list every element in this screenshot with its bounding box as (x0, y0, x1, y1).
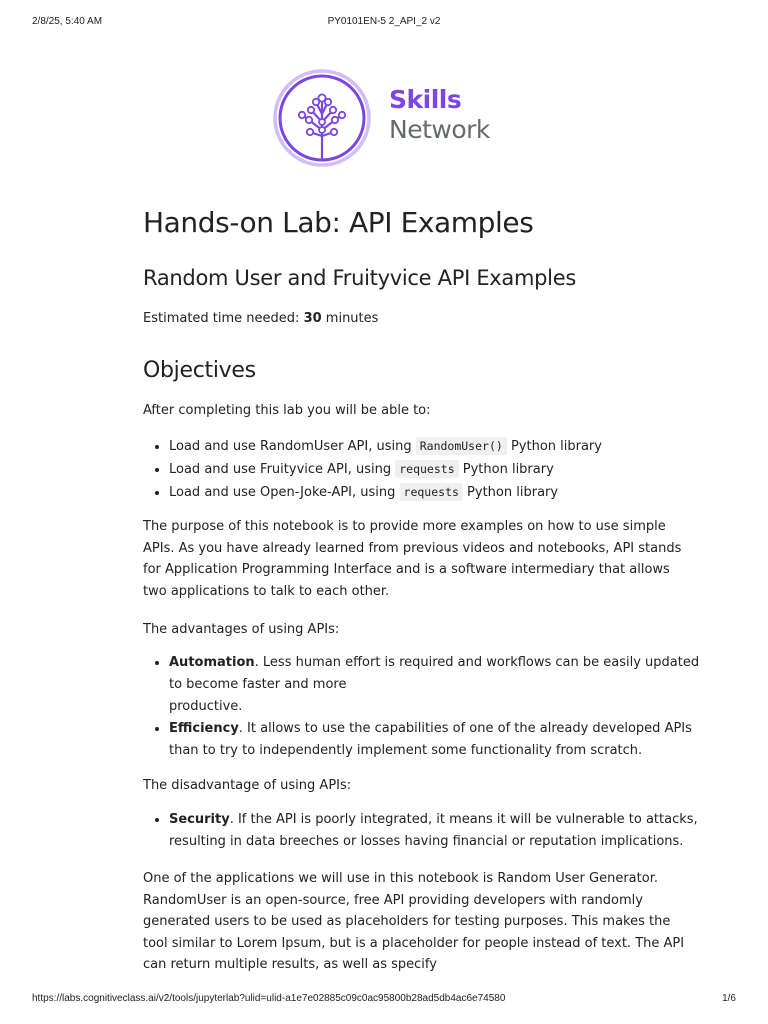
list-item (169, 435, 714, 458)
objective-text: Load and use Fruityvice API, using (169, 462, 396, 477)
print-url: https://labs.cognitiveclass.ai/v2/tools/jupyterlab?ulid=ulid-a1e7e02885c09c0ac95800b28ad5db4ac6e74580 (32, 993, 506, 1004)
list-item (169, 718, 714, 762)
advantages-intro: The advantages of using APIs: (143, 622, 340, 637)
disadvantages-list (143, 809, 714, 853)
logo-text-network: Network (389, 115, 490, 144)
estimated-time-suffix: minutes (321, 311, 379, 326)
list-item (169, 481, 714, 504)
code-requests: requests (400, 483, 463, 501)
print-header (32, 16, 736, 30)
print-footer (32, 993, 736, 1007)
list-item (169, 458, 714, 481)
code-requests: requests (395, 460, 458, 478)
list-item (169, 652, 714, 718)
logo-text-skills: Skills (389, 85, 462, 114)
estimated-time-value: 30 (303, 311, 322, 326)
objective-text: Python library (458, 462, 554, 477)
objective-text: Python library (506, 439, 602, 454)
disadvantage-intro: The disadvantage of using APIs: (143, 778, 352, 793)
estimated-time-prefix: Estimated time needed: (143, 311, 304, 326)
purpose-paragraph: The purpose of this notebook is to provide more examples on how to use simple APIs. As you have already learned from previous videos and notebooks, API stands for Application Programming Interface and is a software intermediary that allows two applications to talk to each other. (143, 519, 682, 599)
objective-text: Python library (462, 485, 559, 500)
advantage-term: Efficiency (169, 721, 239, 736)
advantage-text: . It allows to use the capabilities of one of the already developed APIs than to try to independently implement some functionality from scratch. (169, 721, 692, 758)
logo-wordmark (389, 85, 490, 145)
objectives-intro: After completing this lab you will be able to: (143, 403, 431, 418)
advantage-text: . Less human effort is required and workflows can be easily updated to become faster and more (169, 655, 700, 692)
code-randomuser: RandomUser() (416, 437, 507, 455)
print-datetime: 2/8/25, 5:40 AM (32, 16, 103, 27)
tree-network-icon (272, 68, 372, 168)
advantage-text-cont: productive. (169, 699, 243, 714)
list-item (169, 809, 714, 853)
disadvantage-text: . If the API is poorly integrated, it means it will be vulnerable to attacks, resulting in data breeches or losses having financial or reputation implications. (169, 812, 698, 849)
page-title: Hands-on Lab: API Examples (143, 206, 534, 239)
print-doc-title: PY0101EN-5 2_API_2 v2 (327, 16, 441, 27)
objectives-heading: Objectives (143, 358, 256, 383)
objectives-list (143, 435, 714, 504)
skills-network-logo (272, 68, 512, 172)
disadvantage-term: Security (169, 812, 230, 827)
advantage-term: Automation (169, 655, 255, 670)
page-subtitle: Random User and Fruityvice API Examples (143, 266, 576, 290)
estimated-time (143, 311, 378, 326)
advantages-list (143, 652, 714, 762)
page-number: 1/6 (722, 993, 736, 1004)
randomuser-paragraph: One of the applications we will use in this notebook is Random User Generator. RandomUser is an open-source, free API providing developers with randomly generated users to be used as placeholders for testing purposes. This makes the tool similar to Lorem Ipsum, but is a placeholder for people instead of text. The API can return multiple results, as well as specify (143, 871, 685, 972)
objective-text: Load and use RandomUser API, using (169, 439, 416, 454)
objective-text: Load and use Open-Joke-API, using (169, 485, 400, 500)
